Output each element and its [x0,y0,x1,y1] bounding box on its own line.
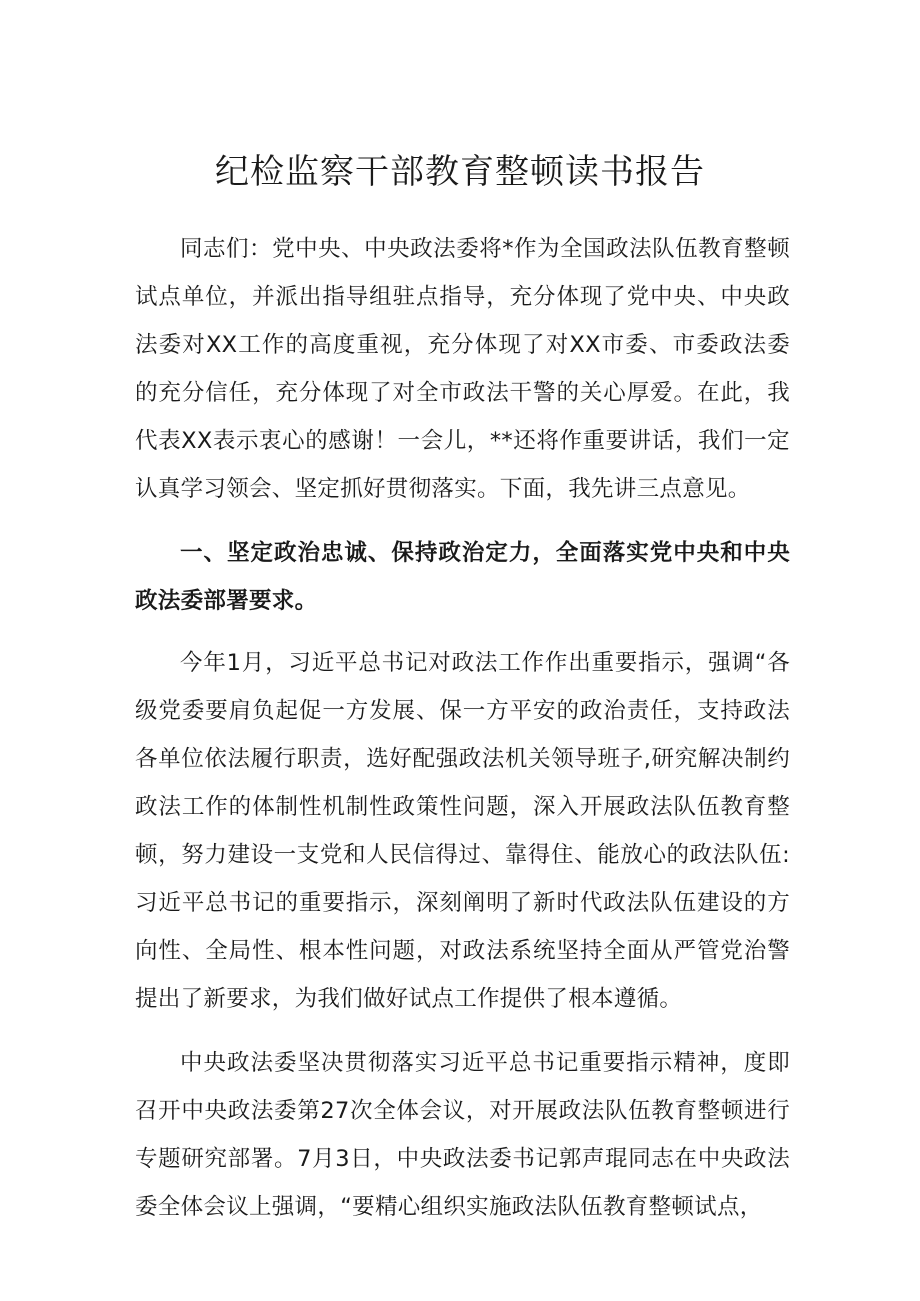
document-body [135,225,790,1231]
document-title: 纪检监察干部教育整顿读书报告 [215,152,705,192]
body-paragraph-january-instruction: 今年1月，习近平总书记对政法工作作出重要指示，强调“各级党委要肩负起促一方发展、保一方平安的政治责任，支持政法各单位依法履行职责，选好配强政法机关领导班子,研究解决制约政法工作的体制性机制性政策性问题，深入开展政法队伍教育整顿，努力建设一支党和人民信得过、靠得住、能放心的政法队伍:习近平总书记的重要指示，深刻阐明了新时代政法队伍建设的方向性、全局性、根本性问题，对政法系统坚持全面从严管党治警提出了新要求，为我们做好试点工作提供了根本遵循。 [135,650,790,1012]
body-paragraph-central-committee: 中央政法委坚决贯彻落实习近平总书记重要指示精神，度即召开中央政法委第27次全体会议，对开展政法队伍教育整顿进行专题研究部署。7月3日，中央政法委书记郭声琨同志在中央政法委全体会议上强调，“要精心组织实施政法队伍教育整顿试点， [135,1050,790,1220]
section-heading-1: 一、坚定政治忠诚、保持政治定力，全面落实党中央和中央政法委部署要求。 [135,540,790,614]
opening-paragraph: 同志们：党中央、中央政法委将*作为全国政法队伍教育整顿试点单位，并派出指导组驻点指导，充分体现了党中央、中央政法委对XX工作的高度重视，充分体现了对XX市委、市委政法委的充分信任，充分体现了对全市政法干警的关心厚爱。在此，我代表XX表示衷心的感谢！一会儿，**还将作重要讲话，我们一定认真学习领会、坚定抓好贯彻落实。下面，我先讲三点意见。 [135,236,790,502]
